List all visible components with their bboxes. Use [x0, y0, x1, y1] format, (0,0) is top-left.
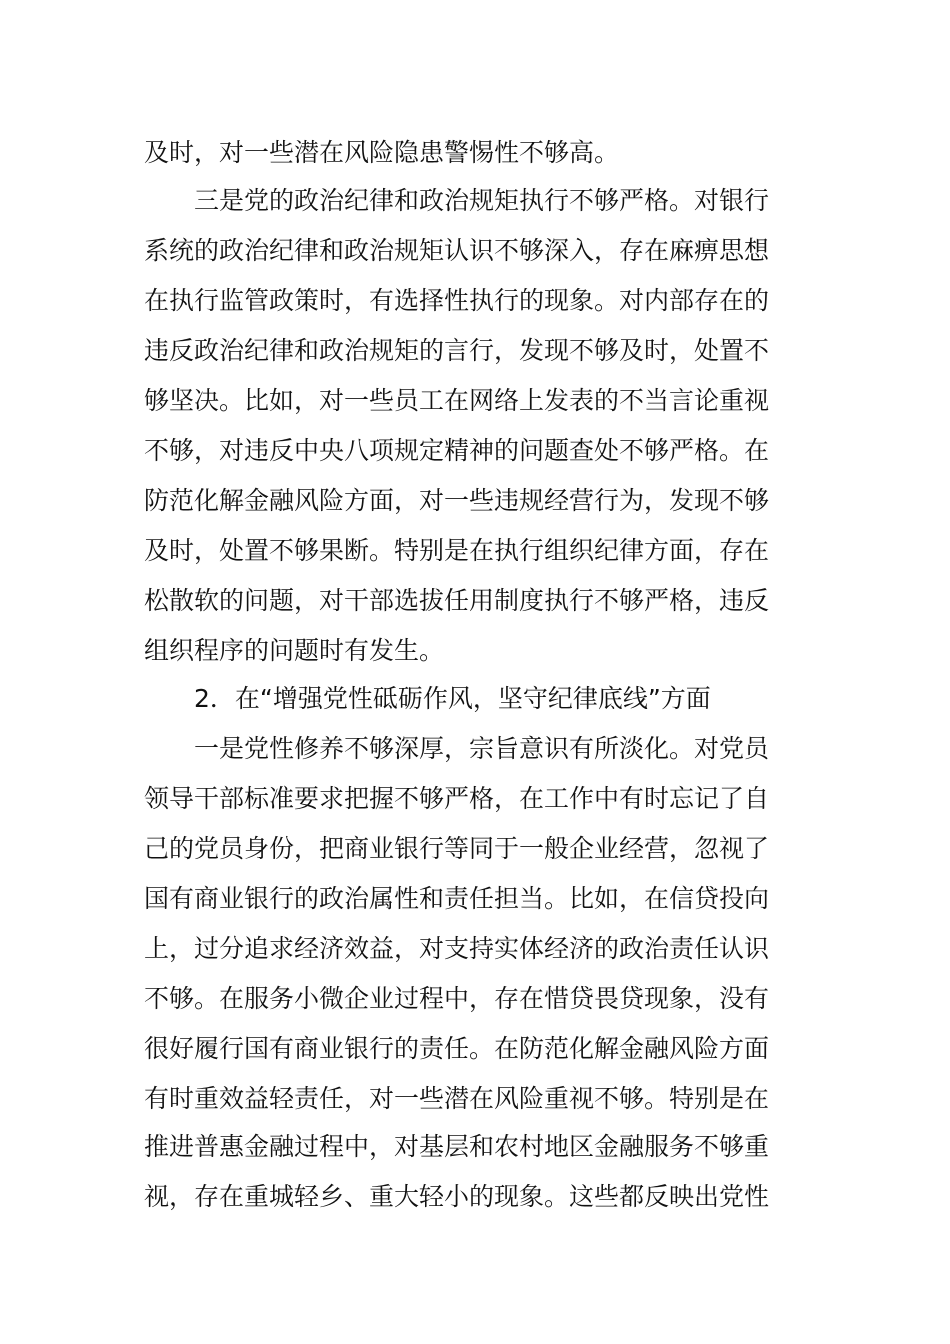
- text-line: 己的党员身份，把商业银行等同于一般企业经营，忽视了: [144, 834, 770, 863]
- text-line: 在执行监管政策时，有选择性执行的现象。对内部存在的: [144, 286, 770, 315]
- text-line: 够坚决。比如，对一些员工在网络上发表的不当言论重视: [144, 386, 770, 415]
- paragraph-start-line: 三是党的政治纪律和政治规矩执行不够严格。对银行: [194, 186, 770, 215]
- text-line: 领导干部标准要求把握不够严格，在工作中有时忘记了自: [144, 784, 770, 813]
- text-line: 视，存在重城轻乡、重大轻小的现象。这些都反映出党性: [144, 1182, 770, 1211]
- text-line: 违反政治纪律和政治规矩的言行，发现不够及时，处置不: [144, 336, 770, 365]
- text-line: 推进普惠金融过程中，对基层和农村地区金融服务不够重: [144, 1132, 770, 1161]
- section-heading: 2．在“增强党性砥砺作风，坚守纪律底线”方面: [194, 684, 711, 713]
- text-line: 系统的政治纪律和政治规矩认识不够深入，存在麻痹思想: [144, 236, 770, 265]
- text-line: 上，过分追求经济效益，对支持实体经济的政治责任认识: [144, 934, 770, 963]
- text-line: 不够，对违反中央八项规定精神的问题查处不够严格。在: [144, 436, 770, 465]
- text-line: 及时，处置不够果断。特别是在执行组织纪律方面，存在: [144, 536, 770, 565]
- text-line: 有时重效益轻责任，对一些潜在风险重视不够。特别是在: [144, 1084, 770, 1113]
- text-line: 不够。在服务小微企业过程中，存在惜贷畏贷现象，没有: [144, 984, 770, 1013]
- text-line: 防范化解金融风险方面，对一些违规经营行为，发现不够: [144, 486, 770, 515]
- text-line: 很好履行国有商业银行的责任。在防范化解金融风险方面: [144, 1034, 770, 1063]
- text-line: 国有商业银行的政治属性和责任担当。比如，在信贷投向: [144, 884, 770, 913]
- text-line: 组织程序的问题时有发生。: [144, 636, 445, 665]
- text-line: 松散软的问题，对干部选拔任用制度执行不够严格，违反: [144, 586, 770, 615]
- paragraph-start-line: 一是党性修养不够深厚，宗旨意识有所淡化。对党员: [194, 734, 770, 763]
- text-line: 及时，对一些潜在风险隐患警惕性不够高。: [144, 138, 620, 167]
